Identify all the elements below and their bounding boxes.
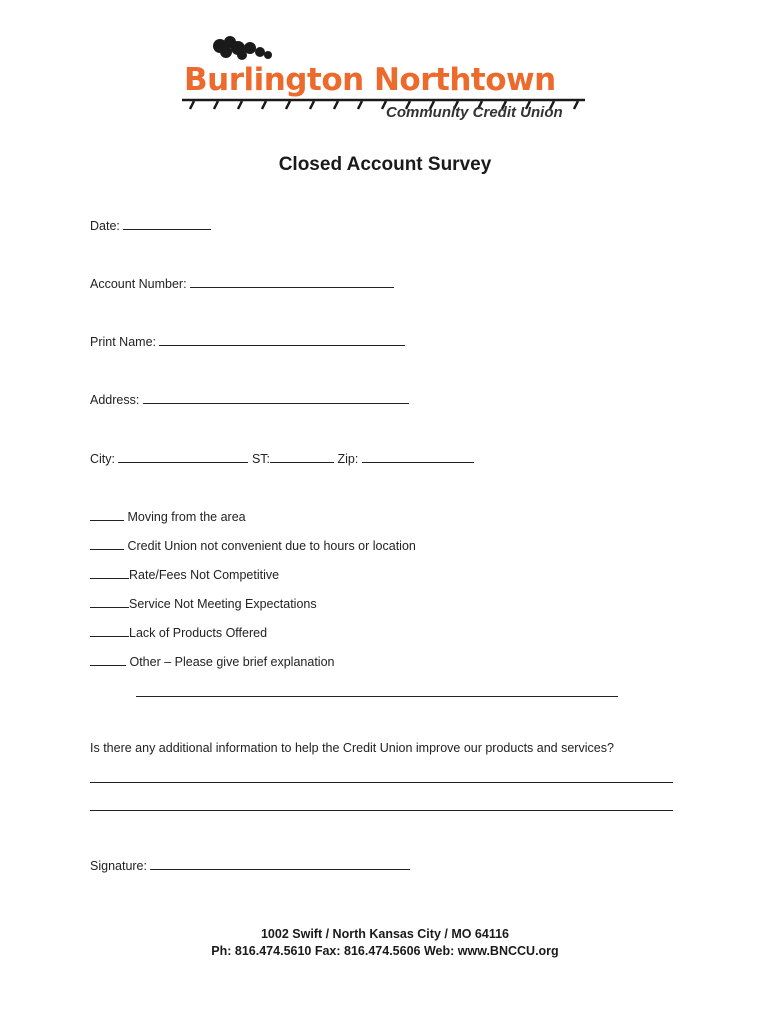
option-label: Lack of Products Offered bbox=[129, 626, 268, 640]
additional-info-line-1[interactable] bbox=[90, 782, 673, 783]
zip-label: Zip: bbox=[337, 452, 359, 466]
logo-name: Burlington Northtown bbox=[184, 62, 556, 98]
option-item bbox=[90, 654, 334, 669]
signature-row bbox=[90, 858, 410, 873]
zip-field[interactable] bbox=[362, 451, 474, 463]
option-label: Service Not Meeting Expectations bbox=[129, 597, 317, 611]
option-check-blank[interactable] bbox=[90, 654, 126, 666]
logo-subtitle: Community Credit Union bbox=[386, 104, 563, 121]
option-label: Other – Please give brief explanation bbox=[129, 655, 335, 669]
date-row bbox=[90, 218, 211, 233]
additional-info-question: Is there any additional information to help the Credit Union improve our products and services? bbox=[90, 741, 614, 755]
additional-info-line-2[interactable] bbox=[90, 810, 673, 811]
smoke-puff-icon bbox=[213, 36, 272, 60]
form-title: Closed Account Survey bbox=[278, 154, 492, 175]
print-name-row bbox=[90, 334, 405, 349]
address-label: Address: bbox=[90, 393, 140, 407]
city-label: City: bbox=[90, 452, 115, 466]
address-field[interactable] bbox=[143, 392, 409, 404]
credit-union-logo bbox=[180, 36, 590, 126]
option-label: Rate/Fees Not Competitive bbox=[129, 568, 280, 582]
date-label: Date: bbox=[90, 219, 120, 233]
option-item bbox=[90, 538, 416, 553]
city-state-zip-row bbox=[90, 451, 474, 466]
account-number-row bbox=[90, 276, 394, 291]
option-item bbox=[90, 567, 279, 582]
option-item bbox=[90, 596, 317, 611]
signature-field[interactable] bbox=[150, 858, 410, 870]
option-check-blank[interactable] bbox=[90, 625, 129, 637]
option-item bbox=[90, 625, 267, 640]
print-name-field[interactable] bbox=[159, 334, 405, 346]
account-number-field[interactable] bbox=[190, 276, 394, 288]
option-check-blank[interactable] bbox=[90, 538, 124, 550]
footer-contact: Ph: 816.474.5610 Fax: 816.474.5606 Web: www.BNCCU.org bbox=[211, 944, 559, 958]
option-label: Moving from the area bbox=[127, 510, 246, 524]
print-name-label: Print Name: bbox=[90, 335, 156, 349]
address-row bbox=[90, 392, 409, 407]
option-check-blank[interactable] bbox=[90, 509, 124, 521]
option-item bbox=[90, 509, 246, 524]
state-label: ST: bbox=[251, 452, 271, 466]
option-check-blank[interactable] bbox=[90, 567, 129, 579]
option-check-blank[interactable] bbox=[90, 596, 129, 608]
explanation-field[interactable] bbox=[136, 696, 618, 697]
signature-label: Signature: bbox=[90, 859, 147, 873]
city-field[interactable] bbox=[118, 451, 248, 463]
option-label: Credit Union not convenient due to hours or location bbox=[127, 539, 416, 553]
account-number-label: Account Number: bbox=[90, 277, 187, 291]
state-field[interactable] bbox=[270, 451, 334, 463]
footer-address: 1002 Swift / North Kansas City / MO 64116 bbox=[260, 927, 509, 941]
date-field[interactable] bbox=[123, 218, 211, 230]
